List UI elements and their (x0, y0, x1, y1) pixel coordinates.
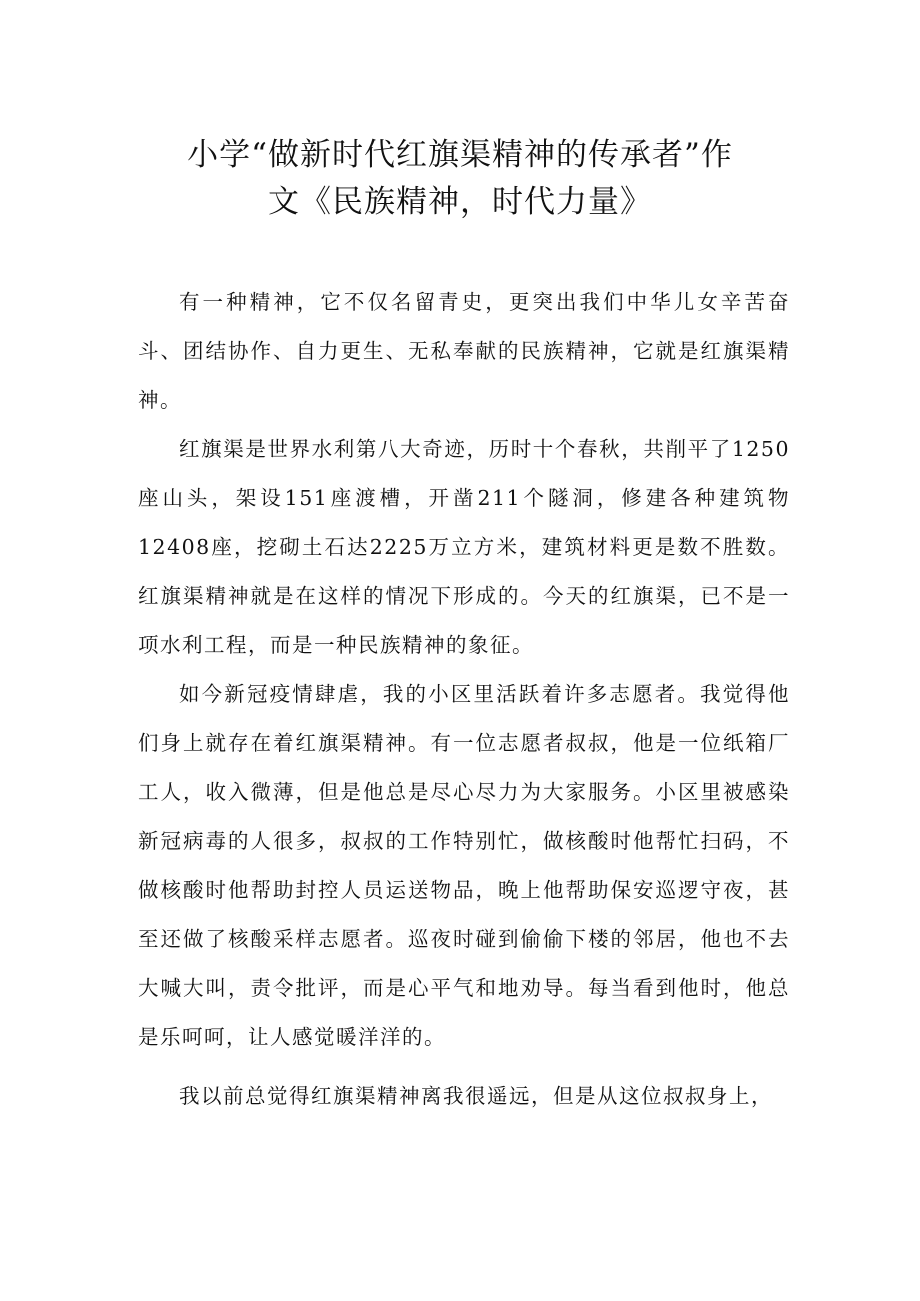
title-line-1: 小学“做新时代红旗渠精神的传承者”作 (187, 137, 733, 173)
document-title (130, 132, 790, 226)
title-line-2: 文《民族精神，时代力量》 (268, 184, 652, 220)
paragraph-2: 红旗渠是世界水利第八大奇迹，历时十个春秋，共削平了1250座山头，架设151座渡槽，开凿211个隧洞，修建各种建筑物12408座，挖砌土石达2225万立方米，建筑材料更是数不胜数。红旗渠精神就是在这样的情况下形成的。今天的红旗渠，已不是一项水利工程，而是一种民族精神的象征。 (138, 437, 790, 657)
paragraph-3: 如今新冠疫情肆虐，我的小区里活跃着许多志愿者。我觉得他们身上就存在着红旗渠精神。有一位志愿者叔叔，他是一位纸箱厂工人，收入微薄，但是他总是尽心尽力为大家服务。小区里被感染新冠病毒的人很多，叔叔的工作特别忙，做核酸时他帮忙扫码，不做核酸时他帮助封控人员运送物品，晚上他帮助保安巡逻守夜，甚至还做了核酸采样志愿者。巡夜时碰到偷偷下楼的邻居，他也不去大喊大叫，责令批评，而是心平气和地劝导。每当看到他时，他总是乐呵呵，让人感觉暖洋洋的。 (138, 682, 790, 1049)
paragraph-4: 我以前总觉得红旗渠精神离我很遥远，但是从这位叔叔身上， (179, 1084, 773, 1108)
body-text-continued (138, 1072, 790, 1121)
body-text (138, 278, 790, 1062)
paragraph-1: 有一种精神，它不仅名留青史，更突出我们中华儿女辛苦奋斗、团结协作、自力更生、无私奉献的民族精神，它就是红旗渠精神。 (138, 290, 790, 412)
